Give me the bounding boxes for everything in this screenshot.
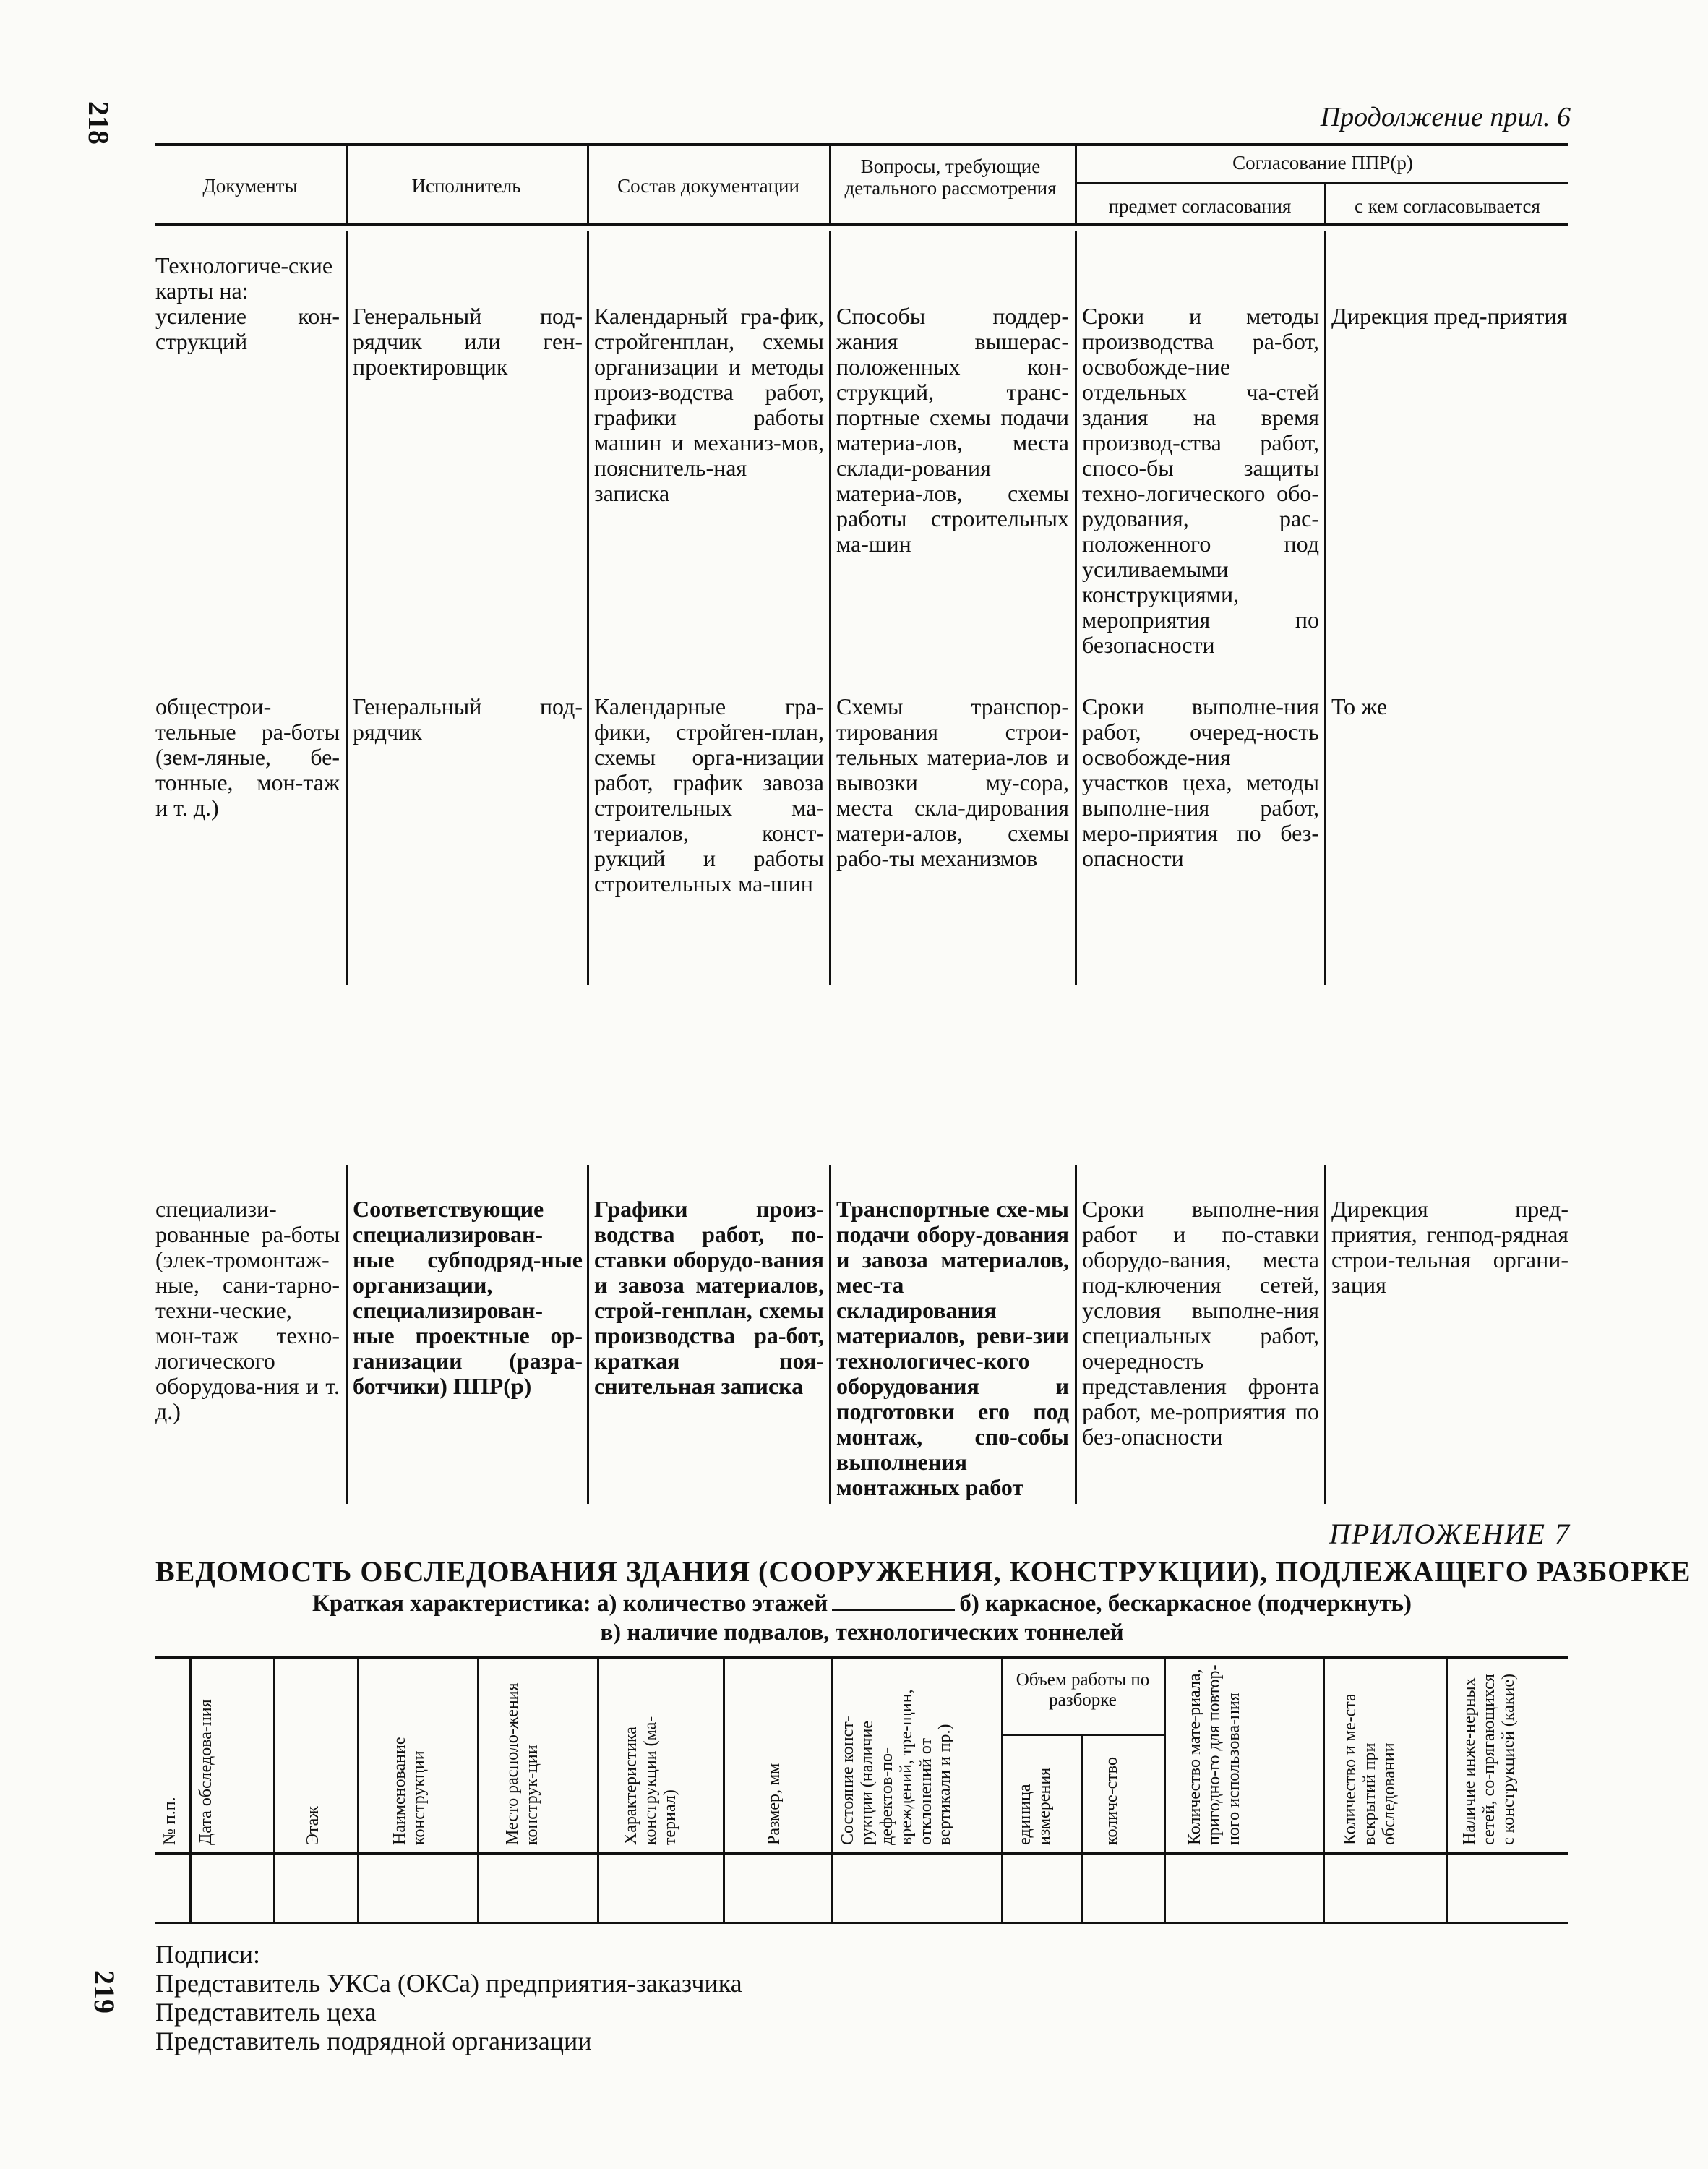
t7-col-7 — [831, 1657, 833, 1923]
t7-h-number: № п.п. — [160, 1797, 179, 1845]
t7-h-construction-name: Наименование конструкции — [390, 1737, 429, 1845]
col-line-3b — [829, 231, 831, 985]
col-line-5a — [1324, 184, 1326, 223]
lead-text: Технологиче-ские карты на: — [155, 252, 333, 304]
th-executor: Исполнитель — [411, 175, 521, 197]
row1-document: усиление кон-струкций — [155, 303, 340, 354]
row2-subject: Сроки выполне-ния работ, очеред-ность освобожде-ния участков цеха, методы выполне-ния работ, меро-приятия по без-опасности — [1082, 693, 1319, 871]
row3-subject: Сроки выполне-ния работ и по-ставки оборудо-вания, места под-ключения сетей, условия выполне-ния специальных работ, очередность представления фронта работ, ме-роприятия по без-опасности — [1082, 1196, 1319, 1450]
t7-h-characteristic: Характеристика конструкции (ма-териал) — [622, 1716, 679, 1845]
t7-col-1 — [189, 1657, 192, 1923]
col-line-5b — [1324, 231, 1326, 985]
t7-h-location: Место располо-жения конструк-ции — [503, 1682, 541, 1845]
t7-col-5 — [597, 1657, 599, 1923]
row1-executor: Генеральный под-рядчик или ген-проектировщик — [353, 303, 583, 380]
appendix7-subtitle-2: в) наличие подвалов, технологических тоннелей — [600, 1620, 1124, 1646]
t7-h-unit: единица измерения — [1016, 1767, 1054, 1845]
col-line-2b — [587, 231, 589, 985]
t7-h-quantity: количе-ство — [1102, 1757, 1121, 1845]
row3-composition: Графики произ-водства работ, по-ставки оборудо-вания и завоза материалов, строй-генплан, схемы производства ра-бот, краткая поя-снительная записка — [594, 1196, 824, 1399]
row2-document: общестрои-тельные ра-боты (зем-ляные, бе-тонные, мон-таж и т. д.) — [155, 693, 340, 821]
header-rule — [155, 143, 1568, 146]
th-with-whom: с кем согласовывается — [1355, 195, 1540, 217]
col-line-5c — [1324, 1165, 1326, 1504]
row1-subject: Сроки и методы производства ра-бот, освобожде-ние отдельных ча-стей здания на время производ-ства работ, спосо-бы защиты техно-логического обо-рудования, рас-положенного под усиливаемыми конструкциями, мероприятия по безопасности — [1082, 303, 1319, 658]
appendix7-label: ПРИЛОЖЕНИЕ 7 — [1329, 1518, 1571, 1550]
col-line-1c — [346, 1165, 348, 1504]
row1-questions: Способы поддер-жания вышерас-положенных кон-струкций, транс-портные схемы подачи материа-лов, места склади-рования материа-лов, схемы работы строительных ма-шин — [836, 303, 1069, 557]
col-line-4a — [1075, 145, 1077, 223]
subtitle-part-b: б) каркасное, бескаркасное (подчеркнуть) — [959, 1591, 1412, 1617]
th-documents: Документы — [202, 175, 298, 197]
t7-h-floor: Этаж — [304, 1806, 322, 1845]
signature-workshop: Представитель цеха — [155, 1998, 377, 2027]
signature-customer: Представитель УКСа (ОКСа) предприятия-заказчика — [155, 1969, 742, 1998]
t7-col-6 — [723, 1657, 725, 1923]
col-line-2c — [587, 1165, 589, 1504]
th-agreement: Согласование ППР(р) — [1232, 152, 1413, 174]
page-number-top: 218 — [82, 101, 115, 145]
t7-h-engineering-networks: Наличие инже-нерных сетей, со-прягающихся с конструкцией (какие) — [1460, 1674, 1518, 1845]
t7-col-9 — [1081, 1735, 1083, 1923]
row3-executor: Соответствующие специализирован-ные субподряд-ные организации, специализирован-ные проектные ор-ганизации (разра-ботчики) ППР(р) — [353, 1196, 583, 1399]
t7-col-10 — [1164, 1657, 1166, 1923]
t7-h-reusable-material: Количество мате-риала, пригодно-го для повтор-ного использова-ния — [1185, 1664, 1243, 1845]
row2-composition: Календарные гра-фики, стройген-план, схемы орга-низации работ, график завоза строительных ма-териалов, конст-рукций и работы строительных ма-шин — [594, 693, 824, 897]
th-bottom-rule — [155, 223, 1568, 226]
col-line-3c — [829, 1165, 831, 1504]
row2-questions: Схемы транспор-тирования строи-тельных материа-лов и вывозки му-сора, места скла-дирования матери-алов, схемы рабо-ты механизмов — [836, 693, 1069, 871]
signature-contractor: Представитель подрядной организации — [155, 2027, 592, 2055]
t7-col-11 — [1323, 1657, 1325, 1923]
appendix7-title: ВЕДОМОСТЬ ОБСЛЕДОВАНИЯ ЗДАНИЯ (СООРУЖЕНИЯ, КОНСТРУКЦИИ), ПОДЛЕЖАЩЕГО РАЗБОРКЕ — [155, 1555, 1691, 1588]
t7-header-bottom-rule — [155, 1852, 1568, 1855]
t7-top-rule — [155, 1656, 1568, 1659]
th-composition: Состав документации — [617, 175, 799, 197]
t7-col-2 — [273, 1657, 275, 1923]
subtitle-part-a: Краткая характеристика: а) количество этажей — [312, 1591, 828, 1617]
appendix7-subtitle-1 — [155, 1591, 1568, 1617]
t7-col-12 — [1446, 1657, 1448, 1923]
col-line-2a — [587, 145, 589, 223]
signatures-heading: Подписи: — [155, 1940, 261, 1969]
row3-document: специализи-рованные ра-боты (элек-тромонтаж-ные, сани-тарно-техни-ческие, мон-таж техно-логического оборудова-ния и т. д.) — [155, 1196, 340, 1424]
row3-questions: Транспортные схе-мы подачи обору-дования и завоза материалов, мес-та складирования материалов, реви-зии технологичес-кого оборудования и подготовки его под монтаж, спо-собы выполнения монтажных работ — [836, 1196, 1069, 1500]
row3-with-whom: Дирекция пред-приятия, генпод-рядная строи-тельная органи-зация — [1331, 1196, 1568, 1298]
col-line-1a — [346, 145, 348, 223]
t7-h-openings: Количество и ме-ста вскрытий при обследовании — [1341, 1693, 1399, 1845]
row1-with-whom: Дирекция пред-приятия — [1331, 303, 1568, 329]
t7-col-4 — [477, 1657, 479, 1923]
t7-h-date: Дата обследова-ния — [197, 1699, 215, 1845]
t7-h-condition: Состояние конст-рукции (наличие дефектов-по-вреждений, тре-щин, отклонений от вертикали и пр.) — [838, 1689, 955, 1845]
row2-with-whom: То же — [1331, 693, 1388, 719]
t7-h-volume-group: Объем работы по разборке — [1016, 1670, 1150, 1710]
row2-executor: Генеральный под-рядчик — [353, 693, 583, 745]
row1-composition: Календарный гра-фик, стройгенплан, схемы организации и методы произ-водства работ, графики работы машин и механиз-мов, пояснитель-ная записка — [594, 303, 824, 506]
col-line-3a — [829, 145, 831, 223]
continuation-label: Продолжение прил. 6 — [1320, 102, 1571, 132]
th-subject: предмет согласования — [1108, 195, 1292, 217]
floors-blank — [832, 1591, 955, 1611]
t7-col-3 — [357, 1657, 359, 1923]
page-number-bottom: 219 — [88, 1970, 121, 2014]
col-line-4b — [1075, 231, 1077, 985]
col-line-1b — [346, 231, 348, 985]
t7-bottom-rule — [155, 1922, 1568, 1924]
col-line-4c — [1075, 1165, 1077, 1504]
th-questions: Вопросы, требующие детального рассмотрения — [844, 155, 1057, 200]
t7-h-size: Размер, мм — [765, 1763, 784, 1845]
th-sub-rule — [1076, 182, 1568, 184]
